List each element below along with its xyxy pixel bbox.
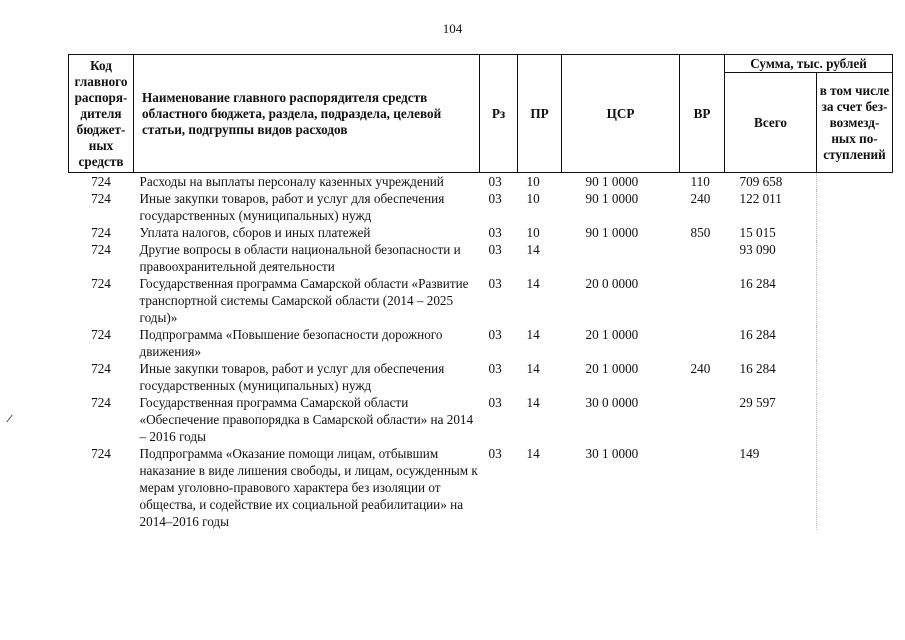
cell-kod: 724 [91,361,111,376]
cell-total: 709 658 [739,174,783,189]
cell-total: 149 [739,446,760,461]
cell-rz: 03 [488,327,502,342]
cell-name: Подпрограмма «Оказание помощи лицам, отбывшим наказание в виде лишения свободы, и лицам, осужденным к мерам уголовно-правового характера без изоляции от общества, и содействие их социальной реабилитации» на 2014–2016 годы [139,446,478,529]
cell-vr: 240 [690,191,711,206]
header-csr: ЦСР [562,55,680,173]
cell-vr [680,241,725,275]
cell-rz: 03 [488,361,502,376]
cell-free [817,241,893,275]
cell-vr: 850 [690,225,711,240]
header-name: Наименование главного распорядителя средств областного бюджета, раздела, подраздела, целевой статьи, подгруппы видов расходов [134,55,480,173]
cell-total: 16 284 [739,276,776,291]
cell-csr: 90 1 0000 [585,191,639,206]
cell-free [817,445,893,530]
cell-rz: 03 [488,191,502,206]
budget-table [68,54,893,530]
cell-total: 16 284 [739,327,776,342]
header-free: в том числе за счет без-возмезд-ных по-ступлений [817,73,893,173]
table-row [69,360,893,394]
header-pr: ПР [518,55,562,173]
cell-free [817,173,893,191]
cell-total: 93 090 [739,242,776,257]
cell-name: Уплата налогов, сборов и иных платежей [139,225,371,240]
header-kod: Код главного распоря-дителя бюджет-ных средств [69,55,134,173]
cell-pr: 10 [526,225,540,240]
cell-total: 15 015 [739,225,776,240]
cell-rz: 03 [488,225,502,240]
cell-name: Государственная программа Самарской области «Обеспечение правопорядка в Самарской области» на 2014 – 2016 годы [139,395,474,444]
cell-pr: 10 [526,191,540,206]
cell-total: 29 597 [739,395,776,410]
cell-rz: 03 [488,242,502,257]
cell-name: Другие вопросы в области национальной безопасности и правоохранительной деятельности [139,242,461,274]
table-row [69,190,893,224]
cell-csr: 30 1 0000 [585,446,639,461]
cell-pr: 10 [526,174,540,189]
cell-kod: 724 [91,276,111,291]
cell-total: 16 284 [739,361,776,376]
cell-rz: 03 [488,395,502,410]
header-sum: Сумма, тыс. рублей [725,55,893,73]
cell-rz: 03 [488,174,502,189]
table-row [69,326,893,360]
cell-vr [680,394,725,445]
table-row [69,394,893,445]
cell-rz: 03 [488,446,502,461]
table-body [69,173,893,531]
cell-free [817,360,893,394]
cell-free [817,394,893,445]
cell-pr: 14 [526,361,540,376]
header-vr: ВР [680,55,725,173]
cell-name: Государственная программа Самарской области «Развитие транспортной системы Самарской области (2014 – 2025 годы)» [139,276,469,325]
cell-vr: 110 [690,174,710,189]
cell-free [817,275,893,326]
cell-free [817,224,893,241]
table-row [69,241,893,275]
cell-vr [680,326,725,360]
cell-free [817,326,893,360]
table-row [69,445,893,530]
cell-pr: 14 [526,395,540,410]
cell-kod: 724 [91,242,111,257]
cell-kod: 724 [91,225,111,240]
page-number: 104 [442,21,463,36]
cell-csr: 90 1 0000 [585,225,639,240]
cell-pr: 14 [526,446,540,461]
cell-total: 122 011 [739,191,782,206]
cell-csr: 20 0 0000 [585,276,639,291]
cell-name: Подпрограмма «Повышение безопасности дорожного движения» [139,327,443,359]
cell-pr: 14 [526,276,540,291]
cell-name: Иные закупки товаров, работ и услуг для обеспечения государственных (муниципальных) нужд [139,191,445,223]
cell-csr: 30 0 0000 [585,395,639,410]
cell-kod: 724 [91,327,111,342]
cell-vr [680,445,725,530]
cell-pr: 14 [526,242,540,257]
cell-csr: 20 1 0000 [585,361,639,376]
header-rz: Рз [480,55,518,173]
cell-csr: 20 1 0000 [585,327,639,342]
scan-mark [6,415,12,423]
header-total: Всего [725,73,817,173]
cell-csr [562,241,680,275]
cell-vr: 240 [690,361,711,376]
cell-kod: 724 [91,446,111,461]
cell-rz: 03 [488,276,502,291]
table-row [69,275,893,326]
cell-name: Расходы на выплаты персоналу казенных учреждений [139,174,444,189]
table-row [69,224,893,241]
cell-kod: 724 [91,174,111,189]
table-row [69,173,893,191]
cell-kod: 724 [91,395,111,410]
cell-vr [680,275,725,326]
cell-kod: 724 [91,191,111,206]
cell-pr: 14 [526,327,540,342]
cell-name: Иные закупки товаров, работ и услуг для обеспечения государственных (муниципальных) нужд [139,361,445,393]
cell-free [817,190,893,224]
cell-csr: 90 1 0000 [585,174,639,189]
